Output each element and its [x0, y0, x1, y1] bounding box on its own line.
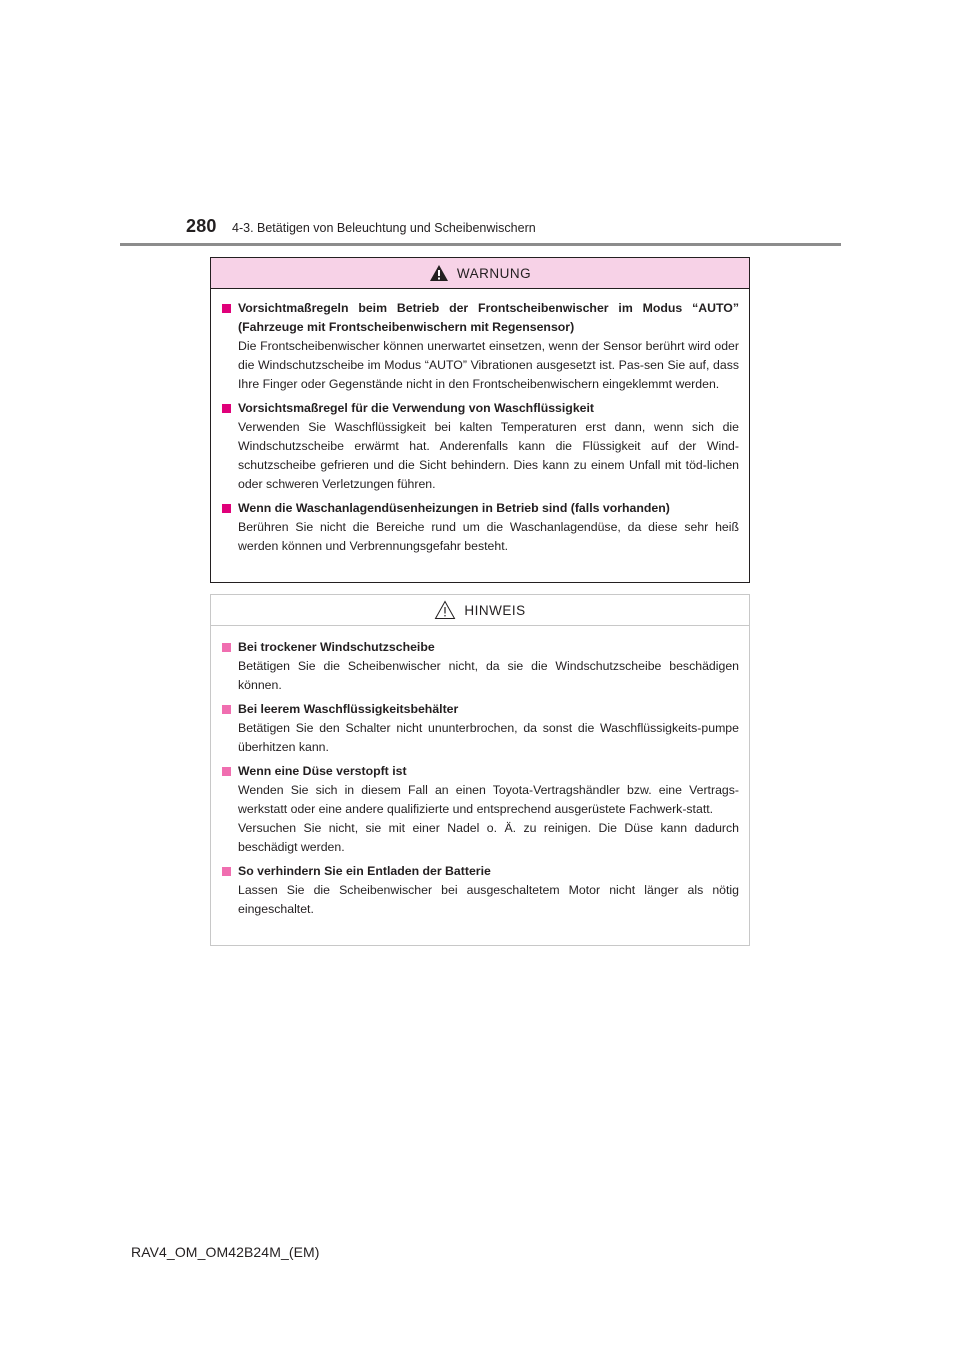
warning-item	[221, 499, 739, 556]
square-bullet-icon	[222, 304, 231, 313]
warning-title: WARNUNG	[456, 265, 532, 281]
square-bullet-icon	[222, 767, 231, 776]
note-item-text: Betätigen Sie den Schalter nicht ununterbrochen, da sonst die Waschflüssigkeits-pumpe überhitzen kann.	[238, 721, 739, 754]
note-header	[211, 595, 749, 626]
note-item-heading-text: Wenn eine Düse verstopft ist	[238, 764, 407, 778]
warning-triangle-filled-icon	[429, 264, 449, 282]
note-item-text: Betätigen Sie die Scheibenwischer nicht, da sie die Windschutzscheibe beschädigen können.	[238, 659, 739, 692]
warning-item-heading-text: Vorsichtmaßregeln beim Betrieb der Frontscheibenwischer im Modus “AUTO” (Fahrzeuge mit Frontscheibenwischern mit Regensensor)	[238, 301, 739, 334]
note-item-heading	[221, 700, 739, 719]
warning-item	[221, 399, 739, 494]
warning-item-heading	[221, 299, 739, 337]
note-item-text: Wenden Sie sich in diesem Fall an einen Toyota-Vertragshändler bzw. eine Vertrags-werkstatt oder eine andere qualifizierte und entsprechend ausgerüstete Fachwerk-statt.	[238, 783, 739, 816]
document-id: RAV4_OM_OM42B24M_(EM)	[131, 1244, 320, 1260]
note-item-heading-text: Bei trockener Windschutzscheibe	[238, 640, 435, 654]
warning-item	[221, 299, 739, 394]
warning-item-text: Berühren Sie nicht die Bereiche rund um die Waschanlagendüse, da diese sehr heiß werden können und Verbrennungsgefahr besteht.	[238, 520, 739, 553]
note-item	[221, 762, 739, 857]
warning-body	[211, 289, 749, 556]
warning-item-heading	[221, 499, 739, 518]
square-bullet-icon	[222, 404, 231, 413]
warning-item-text: Verwenden Sie Waschflüssigkeit bei kalten Temperaturen erst dann, wenn sich die Windschutzscheibe erwärmt hat. Anderenfalls kann die Flüssigkeit auf der Wind-schutzscheibe gefrieren und die Sicht behindern. Dies kann zu einem Unfall mit töd-lichen oder schweren Verletzungen führen.	[238, 420, 739, 491]
warning-box	[210, 257, 750, 583]
warning-item-heading	[221, 399, 739, 418]
page-number: 280	[186, 216, 217, 236]
note-item-heading	[221, 638, 739, 657]
section-title: 4-3. Betätigen von Beleuchtung und Scheibenwischern	[232, 221, 536, 235]
note-item	[221, 700, 739, 757]
square-bullet-icon	[222, 705, 231, 714]
square-bullet-icon	[222, 867, 231, 876]
note-body	[211, 626, 749, 919]
note-item-heading	[221, 862, 739, 881]
warning-item-text: Die Frontscheibenwischer können unerwartet einsetzen, wenn der Sensor berührt wird oder die Windschutzscheibe im Modus “AUTO” Vibrationen ausgesetzt ist. Pas-sen Sie auf, dass Ihre Finger oder Gegenstände nicht in den Frontscheibenwischern eingeklemmt werden.	[238, 339, 739, 391]
square-bullet-icon	[222, 504, 231, 513]
square-bullet-icon	[222, 643, 231, 652]
warning-triangle-outline-icon	[434, 600, 456, 620]
note-item	[221, 862, 739, 919]
note-item-text: Versuchen Sie nicht, sie mit einer Nadel o. Ä. zu reinigen. Die Düse kann dadurch beschädigt werden.	[238, 821, 739, 854]
warning-header	[211, 258, 749, 289]
note-item-text: Lassen Sie die Scheibenwischer bei ausgeschaltetem Motor nicht länger als nötig eingeschaltet.	[238, 883, 739, 916]
warning-item-heading-text: Wenn die Waschanlagendüsenheizungen in Betrieb sind (falls vorhanden)	[238, 501, 670, 515]
note-item	[221, 638, 739, 695]
note-box	[210, 594, 750, 946]
note-item-heading-text: So verhindern Sie ein Entladen der Batterie	[238, 864, 491, 878]
note-item-heading-text: Bei leerem Waschflüssigkeitsbehälter	[238, 702, 459, 716]
warning-item-heading-text: Vorsichtsmaßregel für die Verwendung von Waschflüssigkeit	[238, 401, 595, 415]
header-rule	[120, 243, 841, 246]
note-item-heading	[221, 762, 739, 781]
note-title: HINWEIS	[464, 602, 526, 618]
